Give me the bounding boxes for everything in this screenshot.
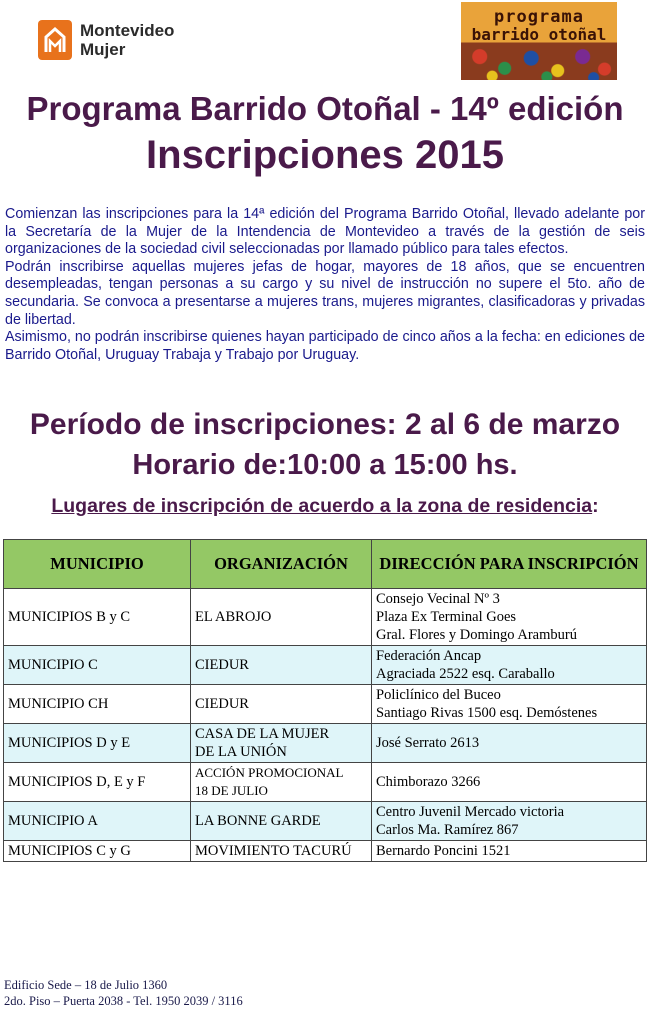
table-row <box>4 724 647 763</box>
table-header-row <box>4 540 647 589</box>
municipio-cell: MUNICIPIOS B y C <box>4 589 191 646</box>
header-organizacion: ORGANIZACIÓN <box>191 540 372 589</box>
direccion-cell <box>372 646 647 685</box>
municipio-cell: MUNICIPIO C <box>4 646 191 685</box>
footer-line-1: Edificio Sede – 18 de Julio 1360 <box>4 978 168 992</box>
intro-text <box>5 206 645 364</box>
direccion-cell <box>372 589 647 646</box>
organizacion-cell: EL ABROJO <box>191 589 372 646</box>
header-municipio: MUNICIPIO <box>4 540 191 589</box>
intro-paragraph-1: Comienzan las inscripciones para la 14ª edición del Programa Barrido Otoñal, llevado adelante por la Secretaría de la Mujer de la Intendencia de Montevideo a través de la gestión de seis organizaciones de la sociedad civil seleccionadas por llamado público para tales efectos. <box>5 206 645 258</box>
municipio-cell: MUNICIPIOS D y E <box>4 724 191 763</box>
montevideo-m-icon <box>38 20 72 60</box>
direccion-line: Plaza Ex Terminal Goes <box>376 609 517 625</box>
montevideo-mujer-logo <box>38 20 174 60</box>
logo-line-1: Montevideo <box>80 21 175 40</box>
header-direccion: DIRECCIÓN PARA INSCRIPCIÓN <box>372 540 647 589</box>
table-row <box>4 589 647 646</box>
registration-places-table <box>3 539 647 862</box>
organizacion-cell <box>191 763 372 802</box>
program-title: Programa Barrido Otoñal - 14º edición <box>26 90 624 127</box>
footer-line-2: 2do. Piso – Puerta 2038 - Tel. 1950 2039 / 3116 <box>4 994 243 1008</box>
intro-paragraph-2: Podrán inscribirse aquellas mujeres jefas de hogar, mayores de 18 años, que se encuentren desempleadas, tengan personas a su cargo y su nivel de instrucción no supere el 5to. año de secundaria. Se convoca a presentarse a mujeres trans, mujeres migrantes, clasificadoras y privadas de libertad. <box>5 258 645 328</box>
barrido-logo-line-1: programa <box>494 7 584 27</box>
intro-paragraph-3: Asimismo, no podrán inscribirse quienes hayan participado de cinco años a la fecha: en ediciones de Barrido Otoñal, Uruguay Trabaja y Trabajo por Uruguay. <box>5 329 645 363</box>
direccion-line: Consejo Vecinal Nº 3 <box>376 591 500 607</box>
organizacion-cell <box>191 724 372 763</box>
direccion-cell: Bernardo Poncini 1521 <box>372 841 647 862</box>
municipio-cell: MUNICIPIOS C y G <box>4 841 191 862</box>
table-row <box>4 646 647 685</box>
table-row <box>4 841 647 862</box>
places-heading-text: Lugares de inscripción de acuerdo a la zona de residencia <box>51 495 593 517</box>
direccion-line: Agraciada 2522 esq. Caraballo <box>376 666 555 682</box>
direccion-cell <box>372 685 647 724</box>
footer-address <box>4 977 404 1009</box>
logo-line-2: Mujer <box>80 40 126 59</box>
table-row <box>4 685 647 724</box>
places-heading-colon: : <box>592 495 599 517</box>
organizacion-cell: MOVIMIENTO TACURÚ <box>191 841 372 862</box>
organizacion-cell: LA BONNE GARDE <box>191 802 372 841</box>
direccion-line: Federación Ancap <box>376 648 482 664</box>
municipio-cell: MUNICIPIO CH <box>4 685 191 724</box>
direccion-cell <box>372 802 647 841</box>
organizacion-cell: CIEDUR <box>191 685 372 724</box>
organizacion-line: CASA DE LA MUJER <box>195 726 330 742</box>
m-glyph-icon <box>43 26 67 54</box>
direccion-line: Santiago Rivas 1500 esq. Demóstenes <box>376 705 598 721</box>
direccion-line: Centro Juvenil Mercado victoria <box>376 804 565 820</box>
organizacion-line: DE LA UNIÓN <box>195 744 287 760</box>
direccion-cell: Chimborazo 3266 <box>372 763 647 802</box>
direccion-line: Policlínico del Buceo <box>376 687 501 703</box>
direccion-cell: José Serrato 2613 <box>372 724 647 763</box>
programa-barrido-otonal-logo <box>461 2 617 80</box>
registration-title: Inscripciones 2015 <box>146 133 504 177</box>
direccion-line: Gral. Flores y Domingo Aramburú <box>376 627 577 643</box>
table-row <box>4 802 647 841</box>
organizacion-line: 18 DE JULIO <box>195 783 268 798</box>
organizacion-line: ACCIÓN PROMOCIONAL <box>195 765 344 780</box>
municipio-cell: MUNICIPIO A <box>4 802 191 841</box>
barrido-logo-line-2: barrido otoñal <box>471 25 607 44</box>
table-row <box>4 763 647 802</box>
registration-period: Período de inscripciones: 2 al 6 de marzo <box>29 408 621 441</box>
direccion-line: Carlos Ma. Ramírez 867 <box>376 822 519 838</box>
registration-hours: Horario de:10:00 a 15:00 hs. <box>132 449 518 481</box>
municipio-cell: MUNICIPIOS D, E y F <box>4 763 191 802</box>
organizacion-cell: CIEDUR <box>191 646 372 685</box>
places-heading <box>0 495 650 518</box>
